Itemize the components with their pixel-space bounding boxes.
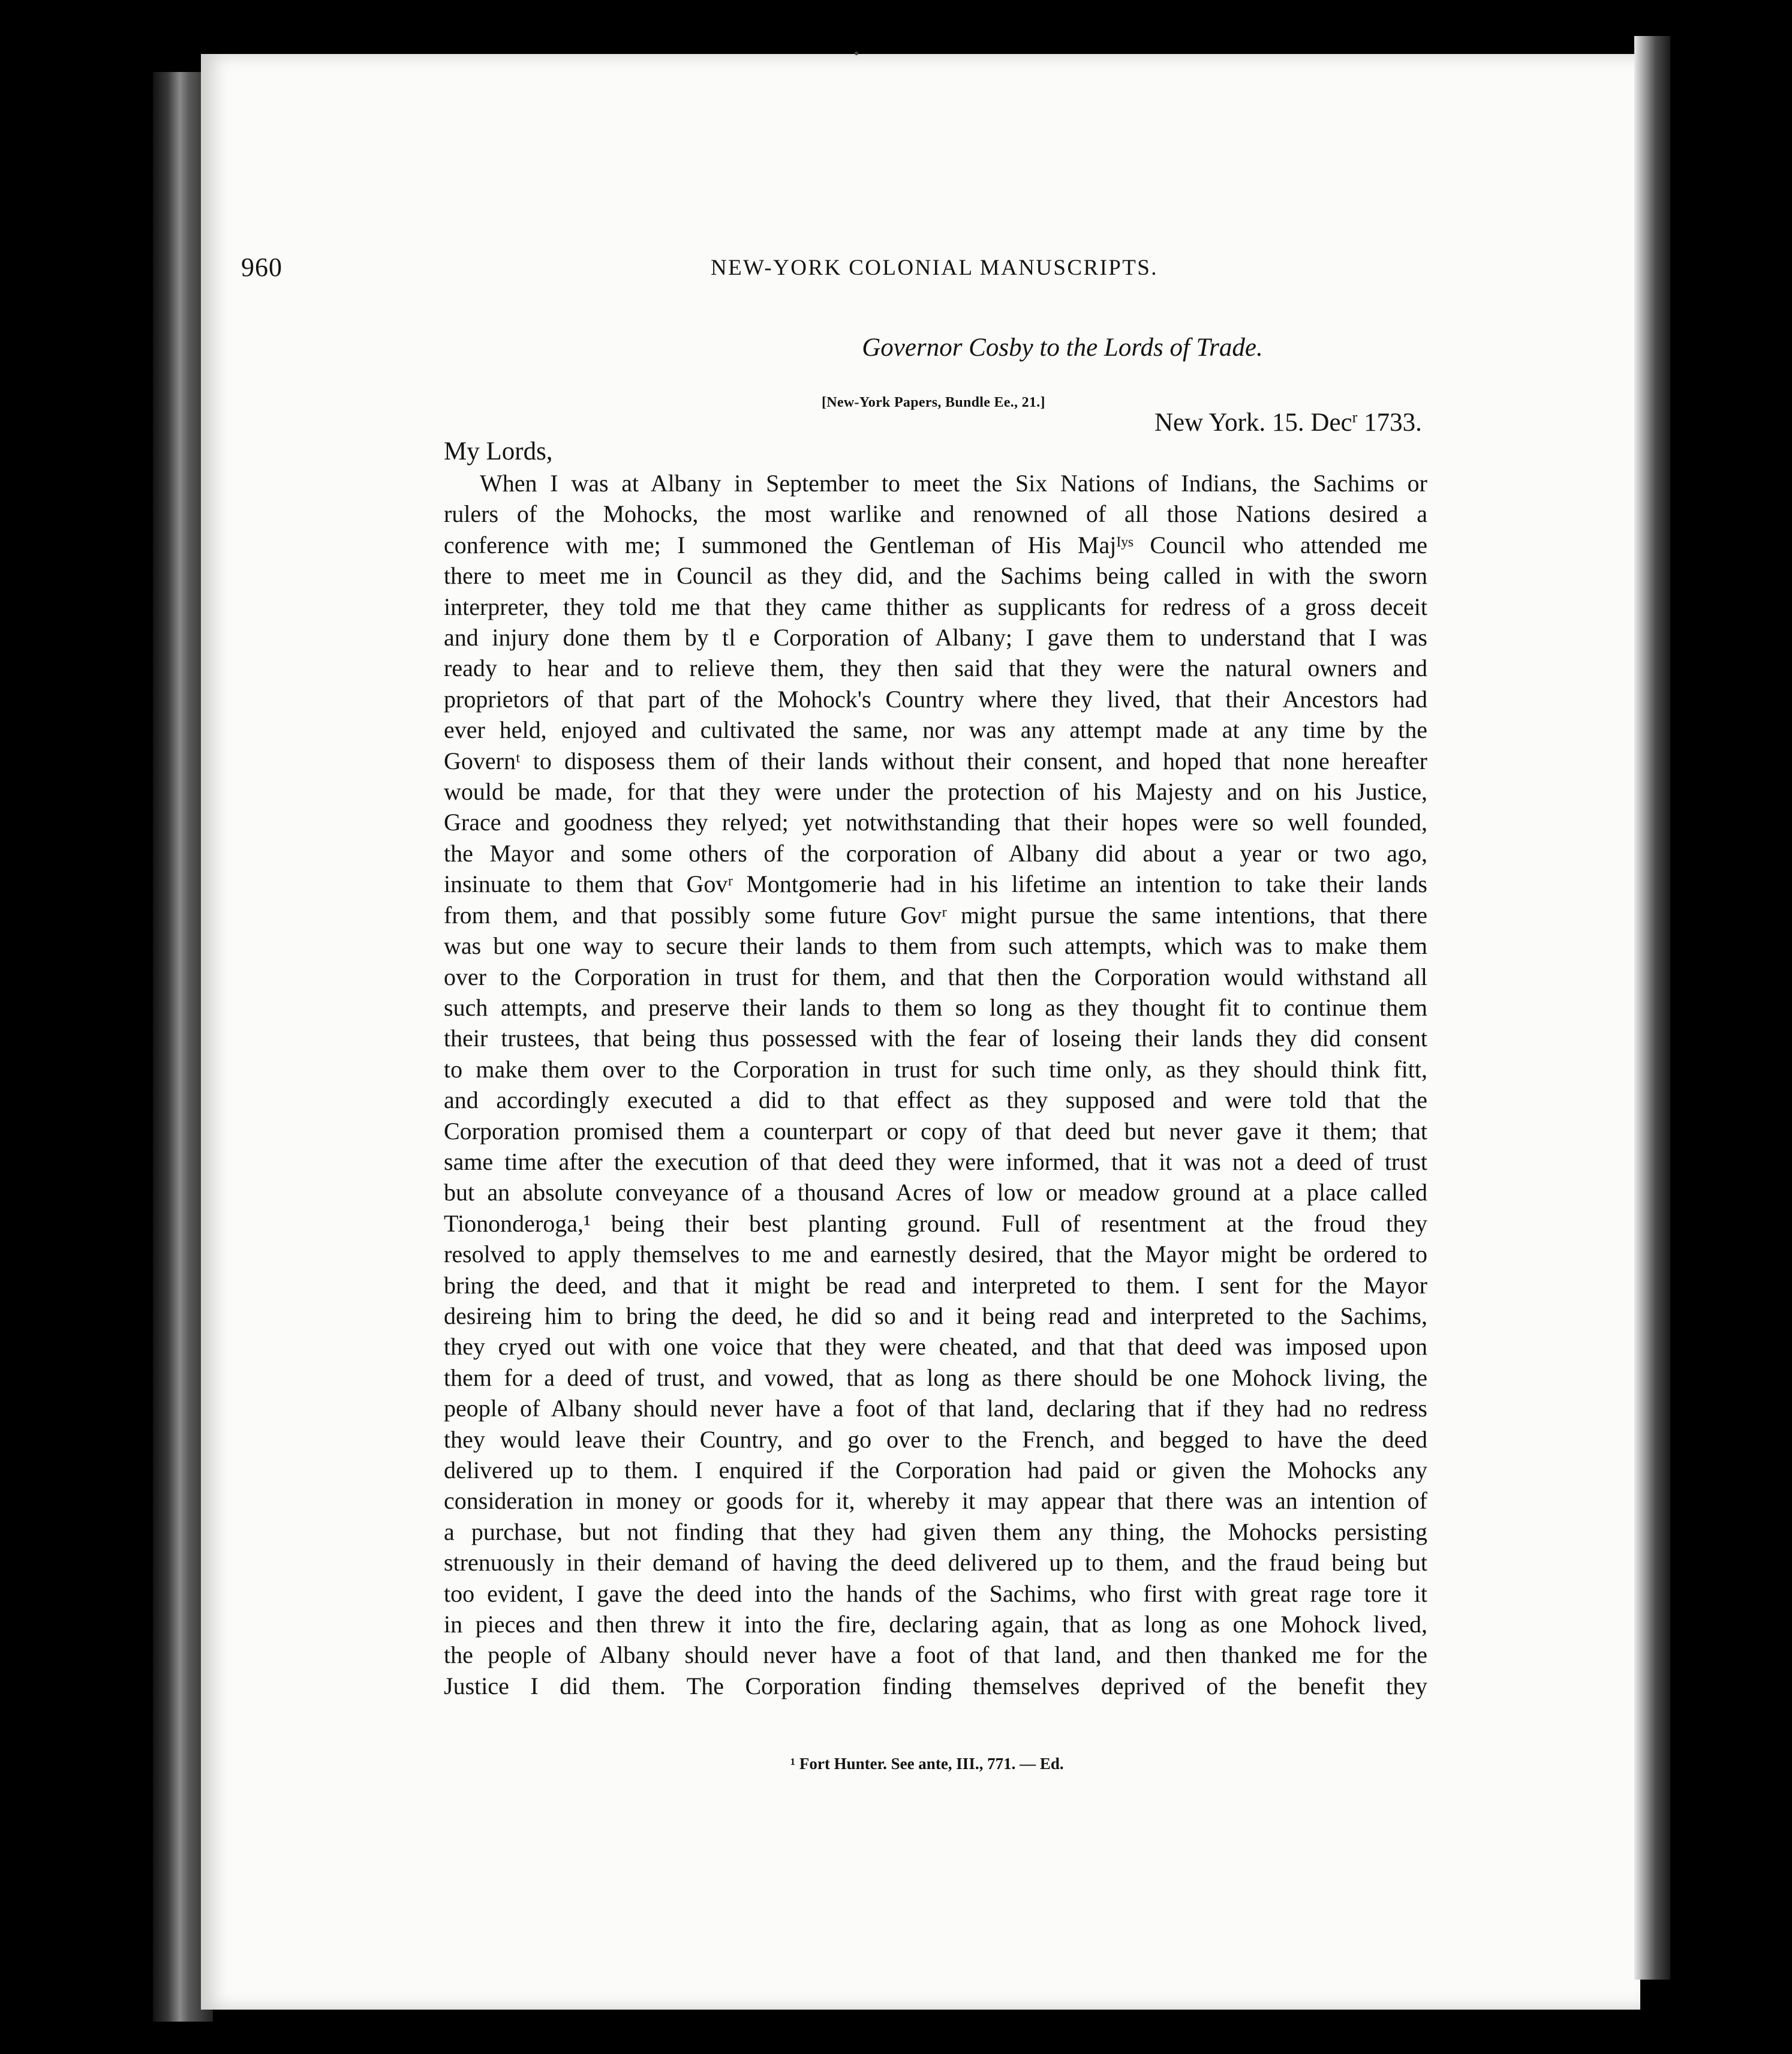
source-note: [New-York Papers, Bundle Ee., 21.]	[822, 395, 1045, 410]
letter-body	[444, 468, 1427, 1701]
body-line: such attempts, and preserve their lands to them so long as they thought fit to continue them	[444, 993, 1427, 1021]
body-line: was but one way to secure their lands to them from such attempts, which was to make them	[444, 932, 1427, 960]
footnote: ¹ Fort Hunter. See ante, III., 771. — Ed.	[790, 1755, 1064, 1773]
body-line: there to meet me in Council as they did, and the Sachims being called in with the sworn	[444, 562, 1427, 590]
body-line: but an absolute conveyance of a thousand Acres of low or meadow ground at a place called	[444, 1179, 1427, 1206]
page-number: 960	[241, 253, 282, 282]
body-line: insinuate to them that Govʳ Montgomerie had in his lifetime an intention to take their lands	[444, 870, 1427, 898]
body-line: ever held, enjoyed and cultivated the same, nor was any attempt made at any time by the	[444, 716, 1427, 744]
body-line: Governᵗ to disposess them of their lands without their consent, and hoped that none hereafter	[444, 747, 1427, 774]
body-line: a purchase, but not finding that they had given them any thing, the Mohocks persisting	[444, 1518, 1427, 1545]
body-line: their trustees, that being thus possessed with the fear of loseing their lands they did consent	[444, 1025, 1427, 1052]
dateline	[1154, 408, 1422, 437]
running-head: NEW-YORK COLONIAL MANUSCRIPTS.	[711, 256, 1158, 280]
body-line: bring the deed, and that it might be read and interpreted to them. I sent for the Mayor	[444, 1271, 1427, 1299]
body-line: would be made, for that they were under the protection of his Majesty and on his Justice,	[444, 778, 1427, 806]
body-line: too evident, I gave the deed into the hands of the Sachims, who first with great rage tore it	[444, 1579, 1427, 1607]
body-line: same time after the execution of that deed they were informed, that it was not a deed of trust	[444, 1148, 1427, 1175]
body-line: conference with me; I summoned the Gentleman of His Majᴵʸˢ Council who attended me	[444, 531, 1427, 558]
body-line: resolved to apply themselves to me and earnestly desired, that the Mayor might be ordered to	[444, 1241, 1427, 1268]
dateline-superscript: r	[1352, 409, 1358, 426]
body-line: and accordingly executed a did to that effect as they supposed and were told that the	[444, 1086, 1427, 1114]
body-line: to make them over to the Corporation in trust for such time only, as they should think fitt,	[444, 1055, 1427, 1083]
body-line: Grace and goodness they relyed; yet notwithstanding that their hopes were so well founded,	[444, 809, 1427, 836]
body-line: consideration in money or goods for it, whereby it may appear that there was an intention of	[444, 1487, 1427, 1515]
body-line: proprietors of that part of the Mohock's Country where they lived, that their Ancestors had	[444, 685, 1427, 713]
dateline-year: 1733.	[1357, 409, 1422, 437]
body-line: Tiononderoga,¹ being their best planting ground. Full of resentment at the froud they	[444, 1209, 1427, 1237]
body-line: Corporation promised them a counterpart or copy of that deed but never gave it them; that	[444, 1117, 1427, 1145]
body-line: in pieces and then threw it into the fire, declaring again, that as long as one Mohock lived,	[444, 1611, 1427, 1638]
body-line: delivered up to them. I enquired if the Corporation had paid or given the Mohocks any	[444, 1457, 1427, 1484]
body-line: ready to hear and to relieve them, they then said that they were the natural owners and	[444, 654, 1427, 682]
body-line: interpreter, they told me that they came thither as supplicants for redress of a gross deceit	[444, 593, 1427, 620]
body-line: strenuously in their demand of having the deed delivered up to them, and the fraud being but	[444, 1549, 1427, 1576]
body-line: over to the Corporation in trust for them, and that then the Corporation would withstand all	[444, 963, 1427, 990]
body-line: desireing him to bring the deed, he did so and it being read and interpreted to the Sachims,	[444, 1302, 1427, 1329]
body-line: they cryed out with one voice that they were cheated, and that that deed was imposed upon	[444, 1333, 1427, 1361]
body-line: the Mayor and some others of the corporation of Albany did about a year or two ago,	[444, 839, 1427, 867]
body-line: the people of Albany should never have a foot of that land, and then thanked me for the	[444, 1641, 1427, 1669]
body-line: rulers of the Mohocks, the most warlike and renowned of all those Nations desired a	[444, 500, 1427, 528]
body-line: people of Albany should never have a foot of that land, declaring that if they had no redress	[444, 1395, 1427, 1422]
article-title-wrap	[0, 333, 1792, 362]
body-line: When I was at Albany in September to meet the Six Nations of Indians, the Sachims or	[480, 470, 1427, 497]
article-title: Governor Cosby to the Lords of Trade.	[862, 334, 1263, 362]
dateline-main: New York. 15. Dec	[1154, 409, 1352, 437]
body-line: and injury done them by tl e Corporation of Albany; I gave them to understand that I was	[444, 624, 1427, 651]
salutation: My Lords,	[444, 437, 553, 466]
body-line: they would leave their Country, and go over to the French, and begged to have the deed	[444, 1425, 1427, 1453]
body-line: Justice I did them. The Corporation finding themselves deprived of the benefit they	[444, 1672, 1427, 1699]
body-line: them for a deed of trust, and vowed, that as long as there should be one Mohock living, the	[444, 1364, 1427, 1391]
body-line: from them, and that possibly some future Govʳ might pursue the same intentions, that there	[444, 901, 1427, 929]
